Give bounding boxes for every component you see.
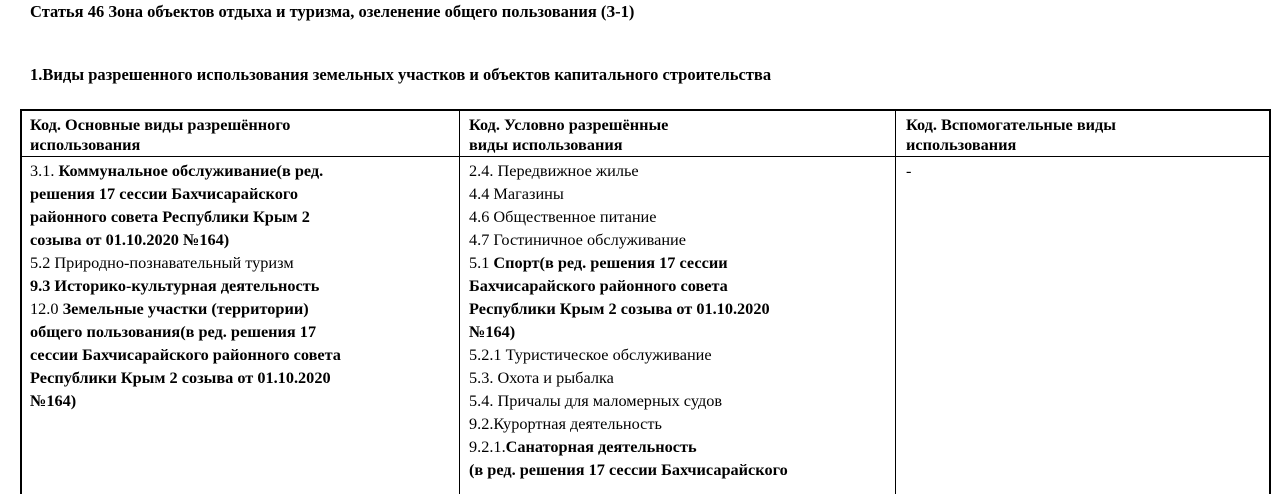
header-auxiliary-uses: [906, 115, 1116, 155]
bold-text: Спорт(в ред. решения 17 сессии: [493, 253, 728, 272]
cell-text-line: [469, 228, 788, 251]
bold-text: Республики Крым 2 созыва от 01.10.2020: [30, 368, 331, 387]
bold-text: общего пользования(в ред. решения 17: [30, 322, 317, 341]
cell-text-line: [469, 251, 788, 274]
header-text-line: Код. Условно разрешённые: [469, 115, 669, 134]
bold-text: (в ред. решения 17 сессии Бахчисарайского: [469, 460, 788, 479]
plain-text: 12.0: [30, 299, 63, 318]
bold-text: Земельные участки (территории): [62, 299, 309, 318]
plain-text: 2.4. Передвижное жилье: [469, 161, 639, 180]
conditional-uses-cell: [469, 159, 788, 481]
bold-text: Коммунальное обслуживание(в ред.: [58, 161, 324, 180]
bold-text: решения 17 сессии Бахчисарайского: [30, 184, 298, 203]
auxiliary-uses-cell: [906, 159, 911, 182]
header-text-line: виды использования: [469, 135, 623, 154]
section-title: 1.Виды разрешенного использования земельных участков и объектов капитального строительства: [30, 65, 772, 84]
bold-text: Санаторная деятельность: [505, 437, 697, 456]
cell-text-line: [469, 389, 788, 412]
bold-text: Бахчисарайского районного совета: [469, 276, 728, 295]
cell-text-line: [469, 182, 788, 205]
cell-text-line: [469, 412, 788, 435]
plain-text: 5.1: [469, 253, 494, 272]
plain-text: 5.2 Природно-познавательный туризм: [30, 253, 294, 272]
plain-text: 4.6 Общественное питание: [469, 207, 657, 226]
cell-text-line: [469, 343, 788, 366]
header-text-line: использования: [30, 135, 141, 154]
header-text-line: использования: [906, 135, 1017, 154]
cell-text-line: [906, 159, 911, 182]
cell-text-line: [30, 205, 341, 228]
cell-text-line: [30, 182, 341, 205]
cell-text-line: [469, 159, 788, 182]
plain-text: 3.1.: [30, 161, 59, 180]
bold-text: районного совета Республики Крым 2: [30, 207, 310, 226]
cell-text-line: [30, 366, 341, 389]
bold-text: Республики Крым 2 созыва от 01.10.2020: [469, 299, 770, 318]
plain-text: 9.2.1.: [469, 437, 506, 456]
plain-text: 4.7 Гостиничное обслуживание: [469, 230, 686, 249]
bold-text: №164): [30, 391, 77, 410]
header-text-line: Код. Основные виды разрешённого: [30, 115, 291, 134]
cell-text-line: [30, 251, 341, 274]
header-conditional-uses: [469, 115, 668, 155]
cell-text-line: [30, 320, 341, 343]
plain-text: 9.2.Курортная деятельность: [469, 414, 662, 433]
cell-text-line: [469, 435, 788, 458]
column-divider-2: [895, 111, 896, 494]
cell-text-line: [30, 389, 341, 412]
article-title: Статья 46 Зона объектов отдыха и туризма, озеленение общего пользования (З-1): [30, 2, 635, 21]
main-uses-cell: [30, 159, 341, 412]
cell-text-line: [30, 159, 341, 182]
cell-text-line: [469, 297, 788, 320]
cell-text-line: [469, 274, 788, 297]
bold-text: созыва от 01.10.2020 №164): [30, 230, 230, 249]
column-divider-1: [459, 111, 460, 494]
cell-text-line: [469, 458, 788, 481]
table-header-divider: [22, 156, 1269, 157]
bold-text: №164): [469, 322, 516, 341]
cell-text-line: [30, 343, 341, 366]
plain-text: -: [906, 161, 912, 180]
plain-text: 5.2.1 Туристическое обслуживание: [469, 345, 712, 364]
header-text-line: Код. Вспомогательные виды: [906, 115, 1116, 134]
bold-text: 9.3 Историко-культурная деятельность: [30, 276, 320, 295]
cell-text-line: [469, 366, 788, 389]
bold-text: сессии Бахчисарайского районного совета: [30, 345, 341, 364]
cell-text-line: [30, 297, 341, 320]
plain-text: 4.4 Магазины: [469, 184, 564, 203]
cell-text-line: [30, 228, 341, 251]
header-main-uses: [30, 115, 290, 155]
land-use-table: [20, 109, 1271, 494]
cell-text-line: [469, 320, 788, 343]
cell-text-line: [30, 274, 341, 297]
cell-text-line: [469, 205, 788, 228]
plain-text: 5.4. Причалы для маломерных судов: [469, 391, 723, 410]
plain-text: 5.3. Охота и рыбалка: [469, 368, 614, 387]
